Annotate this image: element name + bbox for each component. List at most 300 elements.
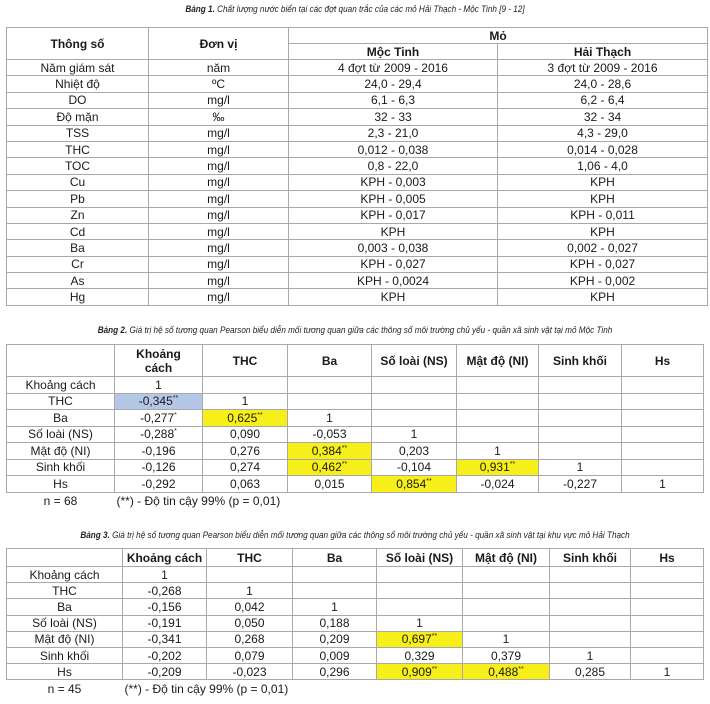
- table3-row: [7, 567, 704, 583]
- table1-row: [7, 191, 708, 207]
- table3-value-cell: [550, 664, 631, 680]
- table3-value-cell: [123, 599, 207, 615]
- table3-header-cell: Khoảng cách: [123, 549, 207, 567]
- table2-value: 1: [155, 377, 162, 392]
- table3-value: 0,209: [319, 632, 350, 647]
- table1-cell: 32 - 33: [289, 109, 498, 125]
- table2-significance-mark: **: [426, 477, 432, 485]
- table2-value: 0,625: [227, 410, 258, 425]
- table3-row: [7, 583, 704, 599]
- table1-cell: KPH - 0,017: [289, 207, 498, 223]
- table2-value-cell: [457, 459, 539, 476]
- table3-empty-cell: [631, 599, 704, 615]
- table2-value-cell: [203, 410, 288, 427]
- table3-value-cell: [377, 647, 463, 663]
- table2-header-corner: [7, 345, 115, 377]
- table1-cell: 0,002 - 0,027: [498, 240, 708, 256]
- table1-row: [7, 158, 708, 174]
- table2-value-cell: [539, 459, 622, 476]
- table1-cell: KPH - 0,003: [289, 174, 498, 190]
- table3-value-cell: [123, 567, 207, 583]
- table2-row-label: Khoảng cách: [7, 377, 115, 394]
- table2-empty-cell: [539, 393, 622, 410]
- table2-value-cell: [115, 443, 203, 460]
- table1-cell: ºC: [149, 76, 289, 92]
- table3-empty-cell: [631, 615, 704, 631]
- table3-value-cell: [207, 615, 293, 631]
- table2-value-cell: [372, 443, 457, 460]
- table3-empty-cell: [377, 583, 463, 599]
- table3-row-label: THC: [7, 583, 123, 599]
- table3-significance-note: (**) - Độ tin cậy 99% (p = 0,01): [123, 680, 704, 697]
- table3-value: 1: [502, 632, 510, 647]
- table3-row: [7, 599, 704, 615]
- table2-empty-cell: [457, 377, 539, 394]
- table3-value: 0,379: [490, 648, 522, 663]
- table1-cell: KPH - 0,011: [498, 207, 708, 223]
- table3-empty-cell: [377, 599, 463, 615]
- table1-cell: 1,06 - 4,0: [498, 158, 708, 174]
- table2-value: -0,345: [138, 394, 173, 409]
- table3-empty-cell: [550, 615, 631, 631]
- table1-cell: mg/l: [149, 289, 289, 305]
- table2-value: -0,104: [396, 460, 432, 475]
- table3-caption-text: Giá trị hệ số tương quan Pearson biểu diễn mối tương quan giữa các thông số môi trường chủ yếu - quần xã sinh vật tại khu vực mỏ Hải Thạch: [112, 530, 630, 541]
- table2-value: 0,274: [229, 460, 261, 475]
- table2-row: [7, 426, 704, 443]
- table2-row-label: Ba: [7, 410, 115, 427]
- table2-value-cell: [115, 476, 203, 493]
- table3-value-cell: [207, 647, 293, 663]
- table1-row: [7, 223, 708, 239]
- table1-cell: TSS: [7, 125, 149, 141]
- table2-value: 1: [241, 394, 249, 409]
- table2-value-cell: [288, 443, 372, 460]
- table3-row: [7, 647, 704, 663]
- table2-significance-mark: **: [341, 444, 348, 452]
- table3-value: 1: [331, 599, 338, 614]
- table2-header-cell: Ba: [288, 345, 372, 377]
- table2-value: -0,053: [312, 427, 347, 442]
- table2-caption-label: Bảng 2.: [97, 325, 128, 336]
- table2-header-cell: Hs: [622, 345, 704, 377]
- table2-empty-cell: [203, 377, 288, 394]
- table2-row-label: Hs: [7, 476, 115, 493]
- table2-value-cell: [203, 393, 288, 410]
- table3-empty-cell: [463, 615, 550, 631]
- table2-value: 0,384: [311, 443, 342, 458]
- table3-value: -0,341: [147, 632, 182, 647]
- table2-empty-cell: [372, 377, 457, 394]
- table3-value: -0,156: [147, 599, 182, 614]
- table1-cell: 0,8 - 22,0: [289, 158, 498, 174]
- table2-value-cell: [372, 459, 457, 476]
- table3-empty-cell: [550, 583, 631, 599]
- table1-row: [7, 76, 708, 92]
- table3-value: 0,268: [234, 632, 265, 647]
- table3-value: 0,909: [401, 664, 432, 679]
- table2-significance-mark: **: [257, 411, 263, 419]
- table3-value-cell: [207, 599, 293, 615]
- table1-cell: mg/l: [149, 141, 289, 157]
- table2-value: 0,276: [229, 443, 261, 458]
- table1-cell: mg/l: [149, 207, 289, 223]
- table2-row-label: THC: [7, 393, 115, 410]
- table1-cell: Độ mặn: [7, 109, 149, 125]
- table2-empty-cell: [622, 393, 704, 410]
- table3-value: -0,191: [147, 616, 182, 631]
- table1-cell: 24,0 - 29,4: [289, 76, 498, 92]
- table3-value-cell: [550, 647, 631, 663]
- table3-row-label: Mật độ (NI): [7, 631, 123, 647]
- table2-value: 0,063: [229, 476, 261, 491]
- table2-value: -0,126: [141, 460, 176, 475]
- table1-cell: Cd: [7, 223, 149, 239]
- table3-row-label: Ba: [7, 599, 123, 615]
- table3-significance-mark: **: [431, 665, 438, 673]
- table2-value-cell: [288, 410, 372, 427]
- table3-header-cell: Mật độ (NI): [463, 549, 550, 567]
- table3-empty-cell: [377, 567, 463, 583]
- table1-cell: Ba: [7, 240, 149, 256]
- table1-cell: TOC: [7, 158, 149, 174]
- table1-cell: 0,014 - 0,028: [498, 141, 708, 157]
- table1-cell: ‰: [149, 109, 289, 125]
- table3-value: 0,042: [234, 599, 265, 614]
- table3-row-label: Hs: [7, 664, 123, 680]
- table1-cell: 24,0 - 28,6: [498, 76, 708, 92]
- table1-cell: mg/l: [149, 174, 289, 190]
- table3-row-label: Khoảng cách: [7, 567, 123, 583]
- table3-empty-cell: [463, 599, 550, 615]
- table2-empty-cell: [288, 377, 372, 394]
- table3-value-cell: [293, 647, 377, 663]
- table2-empty-cell: [539, 377, 622, 394]
- table2-value-cell: [288, 476, 372, 493]
- table1-cell: KPH - 0,002: [498, 273, 708, 289]
- table3-value-cell: [293, 599, 377, 615]
- table3-value: 0,697: [401, 632, 432, 647]
- table2: [6, 344, 704, 509]
- table2-row-label: Mật độ (NI): [7, 443, 115, 460]
- table2-empty-cell: [622, 443, 704, 460]
- table2-value-cell: [372, 476, 457, 493]
- table3-row-label: Sinh khối: [7, 647, 123, 663]
- table2-value: 0,462: [311, 460, 342, 475]
- table2-empty-cell: [622, 410, 704, 427]
- table2-value-cell: [203, 476, 288, 493]
- table2-value: 0,854: [396, 476, 427, 491]
- table1-row: [7, 273, 708, 289]
- table3-value: 0,050: [234, 616, 265, 631]
- table2-note-row: [7, 492, 704, 509]
- table2-value-cell: [457, 476, 539, 493]
- table2-value: 1: [410, 427, 418, 442]
- table3-header-cell: THC: [207, 549, 293, 567]
- table3-value-cell: [123, 664, 207, 680]
- table3-value-cell: [293, 664, 377, 680]
- table2-value: -0,227: [562, 476, 598, 491]
- table2-header-cell: Số loài (NS): [372, 345, 457, 377]
- table2-row: [7, 459, 704, 476]
- table1-header-unit: Đơn vị: [149, 28, 289, 60]
- table3: [6, 548, 704, 697]
- table3-row: [7, 631, 704, 647]
- table3-significance-mark: **: [518, 665, 524, 673]
- table2-value-cell: [115, 410, 203, 427]
- table3-value-cell: [377, 664, 463, 680]
- table3-value-cell: [377, 615, 463, 631]
- table1-cell: Nhiệt độ: [7, 76, 149, 92]
- table1-row: [7, 207, 708, 223]
- table1-row: [7, 289, 708, 305]
- table1-row: [7, 125, 708, 141]
- table2-header-row: [7, 345, 704, 377]
- table3-value: 1: [161, 567, 168, 582]
- table3-value: 0,079: [234, 648, 265, 663]
- table1-row: [7, 256, 708, 272]
- table3-value-cell: [463, 631, 550, 647]
- table2-caption-text: Giá trị hệ số tương quan Pearson biểu diễn mối tương quan giữa các thông số môi trường chủ yếu - quần xã sinh vật tại mỏ Mộc Tinh: [129, 325, 613, 336]
- table2-value: 1: [576, 460, 584, 475]
- table1-cell: KPH - 0,0024: [289, 273, 498, 289]
- table3-value-cell: [207, 631, 293, 647]
- table3-value: 1: [663, 664, 671, 679]
- table2-value: 1: [326, 410, 333, 425]
- table3-empty-cell: [550, 631, 631, 647]
- table2-empty-cell: [457, 426, 539, 443]
- table3-value-cell: [123, 615, 207, 631]
- table1-header-moc-tinh: Mộc Tinh: [289, 44, 498, 60]
- table3-empty-cell: [293, 583, 377, 599]
- table1-cell: KPH - 0,027: [498, 256, 708, 272]
- table3-empty-cell: [550, 567, 631, 583]
- table1-cell: 6,1 - 6,3: [289, 92, 498, 108]
- table1-cell: KPH: [289, 289, 498, 305]
- table1-cell: Zn: [7, 207, 149, 223]
- table3-value: 0,488: [488, 664, 519, 679]
- table2-empty-cell: [539, 410, 622, 427]
- table1-cell: Hg: [7, 289, 149, 305]
- table3-note-row: [7, 680, 704, 697]
- table3-header-cell: Sinh khối: [550, 549, 631, 567]
- table2-row: [7, 476, 704, 493]
- table1-row: [7, 92, 708, 108]
- table1-cell: Pb: [7, 191, 149, 207]
- table2-empty-cell: [622, 459, 704, 476]
- table1-cell: DO: [7, 92, 149, 108]
- table1-cell: 3 đợt từ 2009 - 2016: [498, 60, 708, 76]
- table2-caption: [50, 325, 661, 336]
- table2-value-cell: [115, 377, 203, 394]
- table2-value-cell: [203, 426, 288, 443]
- table3-value-cell: [207, 664, 293, 680]
- table1-caption-label: Bảng 1.: [185, 4, 215, 15]
- table2-value-cell: [372, 426, 457, 443]
- table3-row-label: Số loài (NS): [7, 615, 123, 631]
- table3-empty-cell: [463, 567, 550, 583]
- table3-value-cell: [293, 615, 377, 631]
- table1-cell: 0,012 - 0,038: [289, 141, 498, 157]
- table3-sample-size: n = 45: [7, 680, 123, 697]
- table1-row: [7, 240, 708, 256]
- table1-cell: KPH: [498, 174, 708, 190]
- table1-header-hai-thach: Hải Thạch: [498, 44, 708, 60]
- table3-value-cell: [631, 664, 704, 680]
- table3-header-cell: Hs: [631, 549, 704, 567]
- table2-empty-cell: [372, 410, 457, 427]
- table3-value: 0,285: [574, 664, 606, 679]
- table2-value-cell: [539, 476, 622, 493]
- table2-value-cell: [288, 459, 372, 476]
- table2-row: [7, 377, 704, 394]
- table3-significance-mark: **: [431, 633, 438, 641]
- table3-caption: [50, 530, 661, 541]
- table3-header-cell: Số loài (NS): [377, 549, 463, 567]
- table3-caption-label: Bảng 3.: [80, 530, 110, 541]
- table1-header-mine: Mỏ: [289, 28, 708, 44]
- table2-significance-mark: **: [341, 461, 348, 469]
- table1-cell: KPH: [498, 223, 708, 239]
- table3-empty-cell: [207, 567, 293, 583]
- table1-cell: mg/l: [149, 240, 289, 256]
- table1-cell: Cr: [7, 256, 149, 272]
- table1-cell: mg/l: [149, 158, 289, 174]
- table2-value: -0,277: [140, 410, 175, 425]
- table3-value-cell: [377, 631, 463, 647]
- table3-value: 1: [416, 616, 423, 631]
- table2-significance-mark: **: [509, 461, 516, 469]
- table1-header-param: Thông số: [7, 28, 149, 60]
- table2-significance-note: (**) - Độ tin cậy 99% (p = 0,01): [115, 492, 704, 509]
- table1-cell: KPH: [498, 289, 708, 305]
- table3-value: 1: [246, 583, 253, 598]
- table1-row: [7, 141, 708, 157]
- table2-value-cell: [203, 443, 288, 460]
- table3-value: 0,296: [319, 664, 350, 679]
- table3-value-cell: [123, 647, 207, 663]
- table1: [6, 27, 708, 306]
- table1-cell: Năm giám sát: [7, 60, 149, 76]
- table2-empty-cell: [622, 377, 704, 394]
- table2-value-cell: [115, 393, 203, 410]
- table2-row: [7, 393, 704, 410]
- table3-empty-cell: [631, 583, 704, 599]
- table3-empty-cell: [631, 631, 704, 647]
- table3-value: 0,329: [404, 648, 435, 663]
- table1-cell: mg/l: [149, 273, 289, 289]
- table2-value: 0,090: [229, 427, 261, 442]
- table1-caption: [50, 4, 661, 15]
- table2-value: 0,203: [398, 443, 430, 458]
- table3-header-cell: Ba: [293, 549, 377, 567]
- table2-value-cell: [115, 459, 203, 476]
- table1-cell: mg/l: [149, 125, 289, 141]
- table3-value: -0,023: [232, 664, 267, 679]
- table2-value-cell: [622, 476, 704, 493]
- table2-row-label: Sinh khối: [7, 459, 115, 476]
- table1-cell: mg/l: [149, 223, 289, 239]
- table1-cell: 4 đợt từ 2009 - 2016: [289, 60, 498, 76]
- table2-empty-cell: [622, 426, 704, 443]
- table3-empty-cell: [463, 583, 550, 599]
- table3-empty-cell: [631, 647, 704, 663]
- table2-row: [7, 410, 704, 427]
- table3-value: -0,268: [147, 583, 182, 598]
- table1-cell: THC: [7, 141, 149, 157]
- table2-header-cell: Mật độ (NI): [457, 345, 539, 377]
- table3-value: 0,188: [319, 616, 350, 631]
- table2-row-label: Số loài (NS): [7, 426, 115, 443]
- table2-empty-cell: [457, 393, 539, 410]
- table2-value: 0,015: [314, 476, 345, 491]
- table2-header-cell: THC: [203, 345, 288, 377]
- table2-value: 1: [659, 476, 666, 491]
- table1-cell: 2,3 - 21,0: [289, 125, 498, 141]
- table2-empty-cell: [372, 393, 457, 410]
- table3-value-cell: [293, 631, 377, 647]
- table1-row: [7, 60, 708, 76]
- table3-empty-cell: [550, 599, 631, 615]
- table3-value-cell: [463, 664, 550, 680]
- table3-empty-cell: [293, 567, 377, 583]
- table3-value-cell: [123, 583, 207, 599]
- table2-empty-cell: [539, 443, 622, 460]
- table2-value-cell: [288, 426, 372, 443]
- table1-cell: mg/l: [149, 256, 289, 272]
- table1-cell: KPH: [289, 223, 498, 239]
- table1-caption-text: Chất lượng nước biển tại các đợt quan trắc của các mỏ Hải Thạch - Mộc Tinh [9 - 12]: [217, 4, 525, 15]
- table1-cell: KPH - 0,005: [289, 191, 498, 207]
- table1-cell: As: [7, 273, 149, 289]
- table3-value: 0,009: [319, 648, 350, 663]
- table3-value-cell: [463, 647, 550, 663]
- table3-value-cell: [123, 631, 207, 647]
- table2-header-cell: Sinh khối: [539, 345, 622, 377]
- table1-cell: KPH: [498, 191, 708, 207]
- table2-row: [7, 443, 704, 460]
- table2-value: -0,292: [141, 476, 176, 491]
- table1-cell: 0,003 - 0,038: [289, 240, 498, 256]
- table3-row: [7, 664, 704, 680]
- table3-value: -0,209: [147, 664, 182, 679]
- table3-empty-cell: [631, 567, 704, 583]
- table1-cell: KPH - 0,027: [289, 256, 498, 272]
- table1-cell: 32 - 34: [498, 109, 708, 125]
- table3-header-row: [7, 549, 704, 567]
- table2-sample-size: n = 68: [7, 492, 115, 509]
- table2-significance-mark: **: [172, 395, 179, 403]
- table2-value: -0,288: [140, 427, 175, 442]
- table2-value-cell: [115, 426, 203, 443]
- table3-value: -0,202: [147, 648, 182, 663]
- table1-row: [7, 109, 708, 125]
- table3-row: [7, 615, 704, 631]
- table2-significance-mark: *: [174, 428, 177, 436]
- table1-cell: 4,3 - 29,0: [498, 125, 708, 141]
- table1-cell: mg/l: [149, 191, 289, 207]
- table2-empty-cell: [457, 410, 539, 427]
- table2-empty-cell: [539, 426, 622, 443]
- table3-header-corner: [7, 549, 123, 567]
- table2-value: 1: [494, 443, 501, 458]
- table2-value: 0,931: [479, 460, 510, 475]
- table1-cell: mg/l: [149, 92, 289, 108]
- table1-cell: năm: [149, 60, 289, 76]
- table1-row: [7, 174, 708, 190]
- table2-significance-mark: *: [174, 411, 177, 419]
- table2-empty-cell: [288, 393, 372, 410]
